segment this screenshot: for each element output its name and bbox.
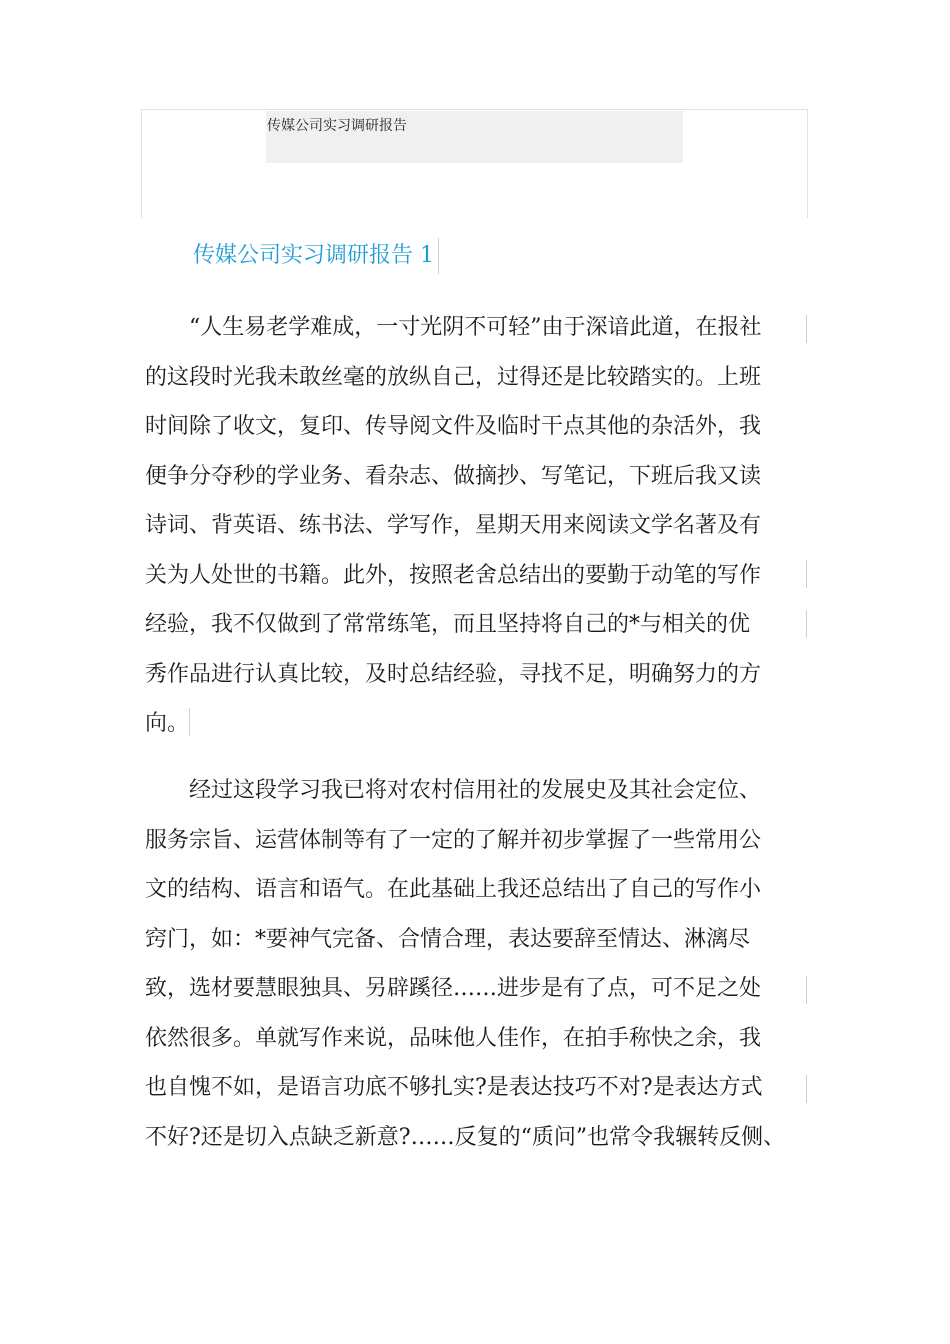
paragraph-line: 诗词、背英语、练书法、学写作，星期天用来阅读文学名著及有 — [145, 513, 762, 538]
text-edge-marker — [806, 976, 807, 1004]
paragraph-line: 秀作品进行认真比较，及时总结经验，寻找不足，明确努力的方 — [145, 661, 762, 687]
header-text: 传媒公司实习调研报告 — [267, 118, 407, 134]
paragraph-line: 的这段时光我未敢丝毫的放纵自己，过得还是比较踏实的。上班 — [145, 364, 762, 390]
paragraph-2 — [145, 766, 815, 1162]
paragraph-line: 向。 — [145, 711, 190, 736]
paragraph-line: 时间除了收文，复印、传导阅文件及临时干点其他的杂活外，我 — [145, 414, 762, 439]
document-title: 传媒公司实习调研报告 1 — [193, 238, 439, 274]
paragraph-line: 致，选材要慧眼独具、另辟蹊径……进步是有了点，可不足之处 — [145, 976, 762, 1001]
text-edge-marker — [806, 1075, 807, 1103]
paragraph-line: 服务宗旨、运营体制等有了一定的了解并初步掌握了一些常用公 — [145, 827, 762, 853]
paragraph-line: 关为人处世的书籍。此外，按照老舍总结出的要勤于动笔的写作 — [145, 562, 762, 588]
paragraph-line: 依然很多。单就写作来说，品味他人佳作，在拍手称快之余，我 — [145, 1025, 762, 1051]
paragraph-1 — [145, 303, 815, 749]
paragraph-line: 经过这段学习我已将对农村信用社的发展史及其社会定位、 — [189, 778, 762, 803]
paragraph-line: 不好?还是切入点缺乏新意?……反复的“质问”也常令我辗转反侧、 — [145, 1124, 786, 1150]
text-edge-marker — [806, 315, 807, 343]
paragraph-line: 文的结构、语言和语气。在此基础上我还总结出了自己的写作小 — [145, 877, 762, 902]
text-edge-marker — [806, 610, 807, 638]
paragraph-line: 经验，我不仅做到了常常练笔，而且坚持将自己的*与相关的优 — [145, 612, 751, 637]
text-edge-marker — [189, 708, 190, 736]
paragraph-line: 窍门，如：*要神气完备、合情合理，表达要辞至情达、淋漓尽 — [145, 926, 751, 952]
paragraph-line: 便争分夺秒的学业务、看杂志、做摘抄、写笔记，下班后我又读 — [145, 463, 762, 489]
paragraph-line: 也自愧不如，是语言功底不够扎实?是表达技巧不对?是表达方式 — [145, 1075, 763, 1100]
text-edge-marker — [806, 560, 807, 588]
paragraph-line: “人生易老学难成，一寸光阴不可轻”由于深谙此道，在报社 — [189, 315, 762, 340]
